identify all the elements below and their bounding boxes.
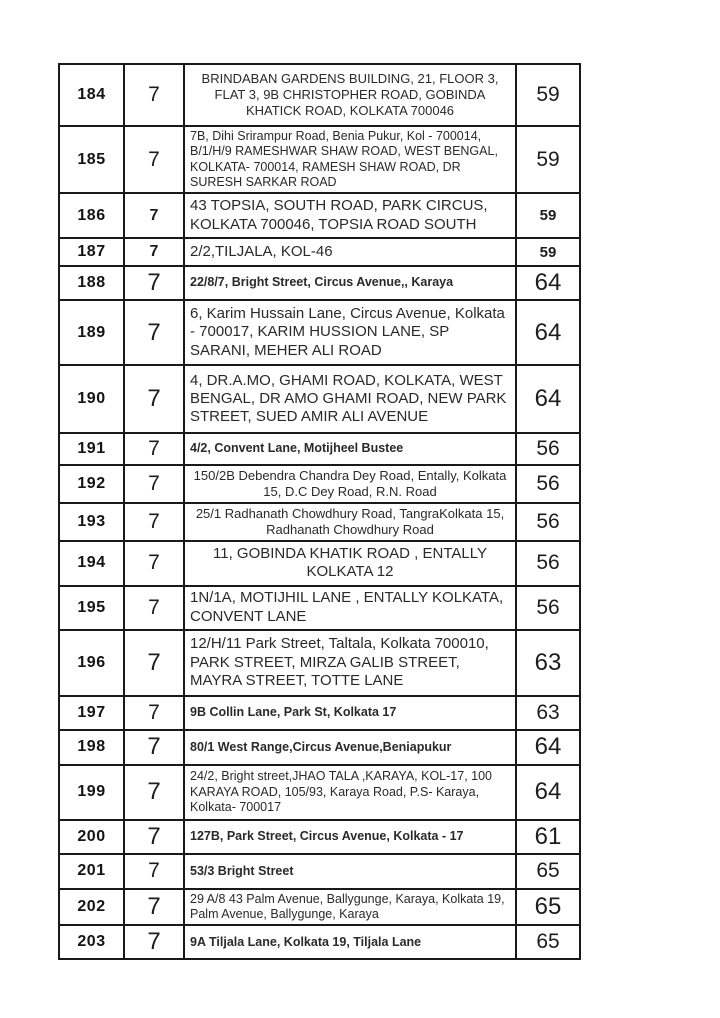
serial-cell: 186 bbox=[59, 193, 124, 238]
address-cell: 11, GOBINDA KHATIK ROAD , ENTALLY KOLKATA 12 bbox=[184, 541, 516, 586]
table-row bbox=[59, 630, 580, 696]
score-cell: 56 bbox=[516, 433, 580, 465]
serial-cell: 201 bbox=[59, 854, 124, 889]
table-row bbox=[59, 503, 580, 541]
score-cell: 61 bbox=[516, 820, 580, 854]
table-row bbox=[59, 765, 580, 820]
score-cell: 56 bbox=[516, 541, 580, 586]
score-cell: 59 bbox=[516, 193, 580, 238]
serial-cell: 196 bbox=[59, 630, 124, 696]
ward-cell: 7 bbox=[124, 765, 184, 820]
table-row bbox=[59, 300, 580, 365]
serial-cell: 192 bbox=[59, 465, 124, 503]
ward-cell: 7 bbox=[124, 630, 184, 696]
score-cell: 63 bbox=[516, 696, 580, 730]
table-row bbox=[59, 126, 580, 193]
serial-cell: 202 bbox=[59, 889, 124, 926]
score-cell: 65 bbox=[516, 925, 580, 959]
serial-cell: 195 bbox=[59, 586, 124, 630]
ward-cell: 7 bbox=[124, 465, 184, 503]
address-cell: 24/2, Bright street,JHAO TALA ,KARAYA, KOL-17, 100 KARAYA ROAD, 105/93, Karaya Road, P.S- Karaya, Kolkata- 700017 bbox=[184, 765, 516, 820]
table-row bbox=[59, 854, 580, 889]
address-cell: 7B, Dihi Srirampur Road, Benia Pukur, Kol - 700014, B/1/H/9 RAMESHWAR SHAW ROAD, WEST BENGAL, KOLKATA- 700014, RAMESH SHAW ROAD, DR SURESH SARKAR ROAD bbox=[184, 126, 516, 193]
serial-cell: 198 bbox=[59, 730, 124, 765]
table-row bbox=[59, 266, 580, 300]
serial-cell: 199 bbox=[59, 765, 124, 820]
serial-cell: 188 bbox=[59, 266, 124, 300]
score-cell: 56 bbox=[516, 503, 580, 541]
address-cell: 2/2,TILJALA, KOL-46 bbox=[184, 238, 516, 266]
address-cell: 6, Karim Hussain Lane, Circus Avenue, Kolkata - 700017, KARIM HUSSION LANE, SP SARANI, MEHER ALI ROAD bbox=[184, 300, 516, 365]
ward-cell: 7 bbox=[124, 925, 184, 959]
table-row bbox=[59, 696, 580, 730]
table-row bbox=[59, 586, 580, 630]
serial-cell: 191 bbox=[59, 433, 124, 465]
score-cell: 59 bbox=[516, 64, 580, 126]
score-cell: 59 bbox=[516, 126, 580, 193]
serial-cell: 190 bbox=[59, 365, 124, 433]
score-cell: 64 bbox=[516, 266, 580, 300]
address-cell: 9B Collin Lane, Park St, Kolkata 17 bbox=[184, 696, 516, 730]
ward-cell: 7 bbox=[124, 300, 184, 365]
table-row bbox=[59, 730, 580, 765]
score-cell: 64 bbox=[516, 300, 580, 365]
score-cell: 56 bbox=[516, 586, 580, 630]
table-row bbox=[59, 889, 580, 926]
ward-cell: 7 bbox=[124, 266, 184, 300]
score-cell: 64 bbox=[516, 730, 580, 765]
ward-cell: 7 bbox=[124, 126, 184, 193]
serial-cell: 200 bbox=[59, 820, 124, 854]
ward-cell: 7 bbox=[124, 365, 184, 433]
address-cell: BRINDABAN GARDENS BUILDING, 21, FLOOR 3, FLAT 3, 9B CHRISTOPHER ROAD, GOBINDA KHATICK ROAD, KOLKATA 700046 bbox=[184, 64, 516, 126]
table-row bbox=[59, 193, 580, 238]
table-row bbox=[59, 238, 580, 266]
ward-cell: 7 bbox=[124, 541, 184, 586]
serial-cell: 197 bbox=[59, 696, 124, 730]
ward-cell: 7 bbox=[124, 503, 184, 541]
address-cell: 4, DR.A.MO, GHAMI ROAD, KOLKATA, WEST BENGAL, DR AMO GHAMI ROAD, NEW PARK STREET, SUED AMIR ALI AVENUE bbox=[184, 365, 516, 433]
serial-cell: 185 bbox=[59, 126, 124, 193]
score-cell: 64 bbox=[516, 765, 580, 820]
address-cell: 12/H/11 Park Street, Taltala, Kolkata 700010, PARK STREET, MIRZA GALIB STREET, MAYRA STREET, TOTTE LANE bbox=[184, 630, 516, 696]
serial-cell: 189 bbox=[59, 300, 124, 365]
ward-cell: 7 bbox=[124, 696, 184, 730]
table-row bbox=[59, 925, 580, 959]
address-table bbox=[58, 63, 581, 960]
table-row bbox=[59, 365, 580, 433]
table-row bbox=[59, 64, 580, 126]
address-cell: 127B, Park Street, Circus Avenue, Kolkata - 17 bbox=[184, 820, 516, 854]
ward-cell: 7 bbox=[124, 586, 184, 630]
ward-cell: 7 bbox=[124, 889, 184, 926]
ward-cell: 7 bbox=[124, 854, 184, 889]
serial-cell: 194 bbox=[59, 541, 124, 586]
address-cell: 29 A/8 43 Palm Avenue, Ballygunge, Karaya, Kolkata 19, Palm Avenue, Ballygunge, Karaya bbox=[184, 889, 516, 926]
ward-cell: 7 bbox=[124, 64, 184, 126]
address-cell: 22/8/7, Bright Street, Circus Avenue,, Karaya bbox=[184, 266, 516, 300]
table-row bbox=[59, 433, 580, 465]
score-cell: 59 bbox=[516, 238, 580, 266]
serial-cell: 193 bbox=[59, 503, 124, 541]
score-cell: 64 bbox=[516, 365, 580, 433]
table-row bbox=[59, 820, 580, 854]
serial-cell: 187 bbox=[59, 238, 124, 266]
ward-cell: 7 bbox=[124, 193, 184, 238]
address-cell: 53/3 Bright Street bbox=[184, 854, 516, 889]
ward-cell: 7 bbox=[124, 238, 184, 266]
score-cell: 63 bbox=[516, 630, 580, 696]
address-cell: 4/2, Convent Lane, Motijheel Bustee bbox=[184, 433, 516, 465]
address-cell: 43 TOPSIA, SOUTH ROAD, PARK CIRCUS, KOLKATA 700046, TOPSIA ROAD SOUTH bbox=[184, 193, 516, 238]
ward-cell: 7 bbox=[124, 730, 184, 765]
score-cell: 56 bbox=[516, 465, 580, 503]
score-cell: 65 bbox=[516, 854, 580, 889]
table-row bbox=[59, 465, 580, 503]
serial-cell: 184 bbox=[59, 64, 124, 126]
address-cell: 1N/1A, MOTIJHIL LANE , ENTALLY KOLKATA, CONVENT LANE bbox=[184, 586, 516, 630]
address-cell: 80/1 West Range,Circus Avenue,Beniapukur bbox=[184, 730, 516, 765]
serial-cell: 203 bbox=[59, 925, 124, 959]
address-cell: 9A Tiljala Lane, Kolkata 19, Tiljala Lane bbox=[184, 925, 516, 959]
ward-cell: 7 bbox=[124, 820, 184, 854]
address-cell: 25/1 Radhanath Chowdhury Road, TangraKolkata 15, Radhanath Chowdhury Road bbox=[184, 503, 516, 541]
score-cell: 65 bbox=[516, 889, 580, 926]
address-cell: 150/2B Debendra Chandra Dey Road, Entally, Kolkata 15, D.C Dey Road, R.N. Road bbox=[184, 465, 516, 503]
ward-cell: 7 bbox=[124, 433, 184, 465]
table-row bbox=[59, 541, 580, 586]
